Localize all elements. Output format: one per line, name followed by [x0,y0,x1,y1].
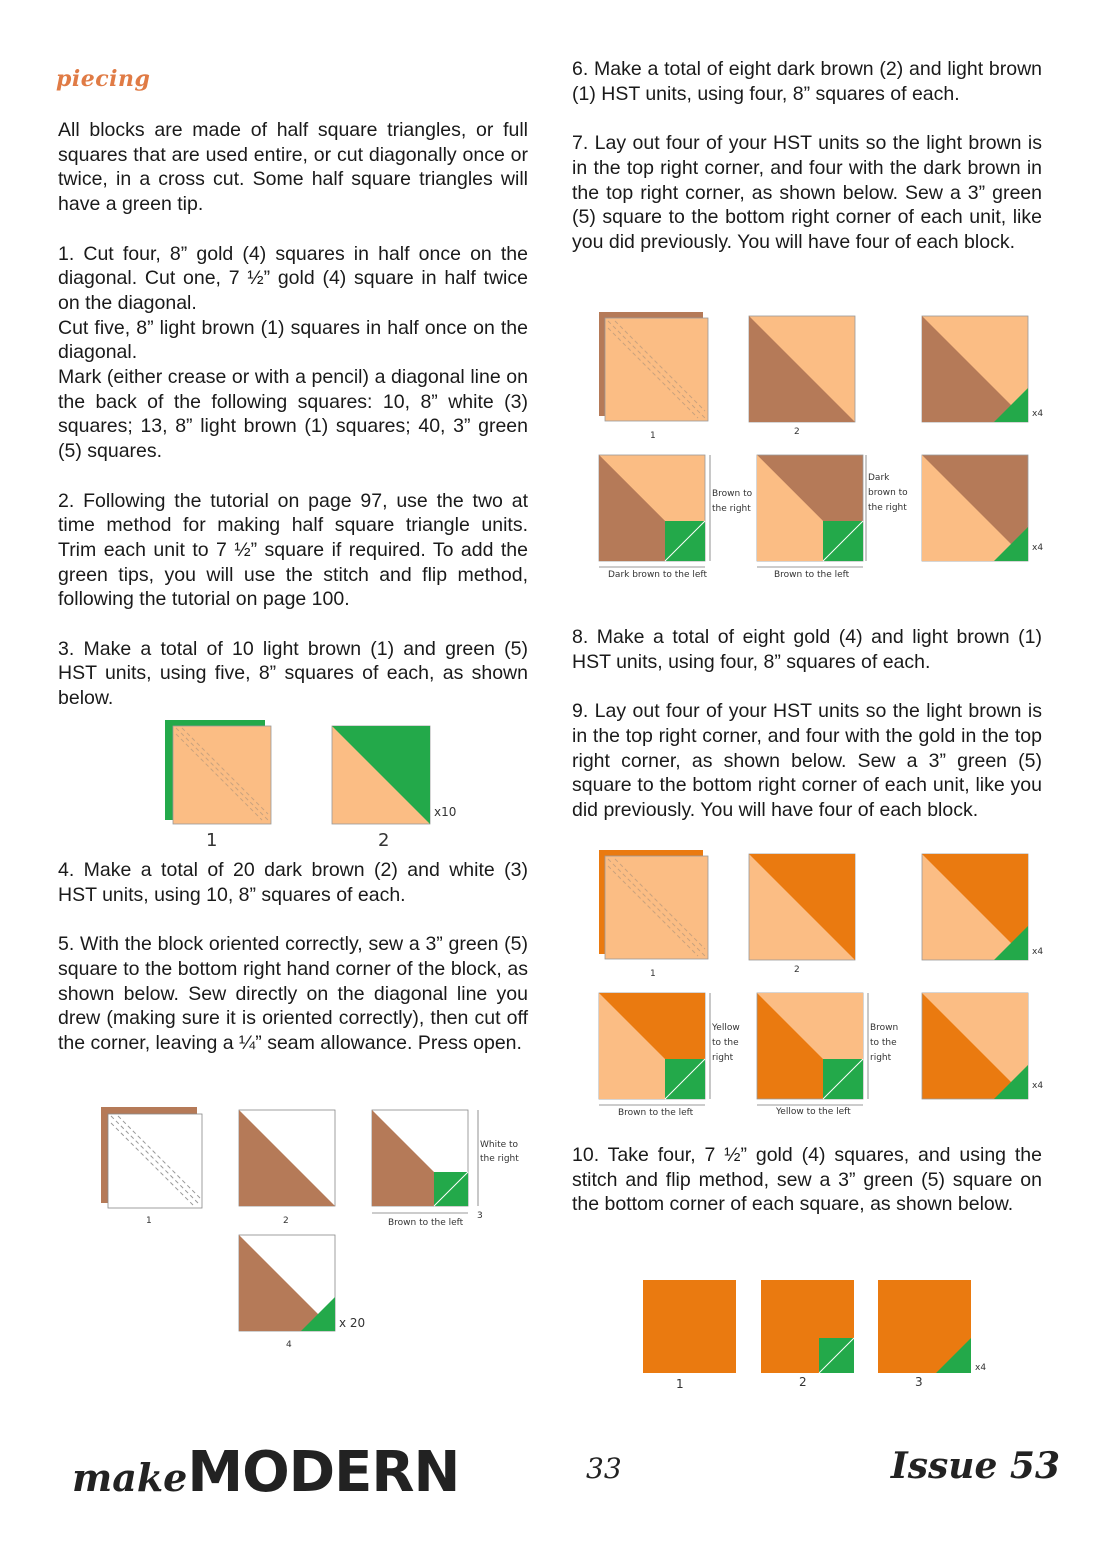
step-7: 7. Lay out four of your HST units so the light brown is in the top right corner, and four with the dark brown in the top right corner, as shown below. Sew a 3” green (5) square to the bottom right corner of each unit, like you did previously. You will have four of each block. [572,132,1042,253]
label-3: 3 [477,1211,483,1221]
note-brown-1: Brown [870,1023,899,1033]
label-1: 1 [146,1216,152,1226]
label-3: 3 [915,1375,923,1389]
left-column [58,118,528,736]
make-modern-logo [72,1440,459,1520]
note-yellow-3: right [712,1053,734,1063]
under-brown-left: Brown to the left [618,1108,694,1118]
step-3: 3. Make a total of 10 light brown (1) and green (5) HST units, using five, 8” squares of each, as shown below. [58,637,528,710]
note-yellow-2: to the [712,1038,739,1048]
step-2: 2. Following the tutorial on page 97, use the two at time method for making half square triangle units. Trim each unit to 7 ½” square if required. To add the green tips, you will use the stitch and flip method, following the tutorial on page 100. [58,489,528,611]
step-5: 5. With the block oriented correctly, sew a 3” green (5) square to the bottom right hand corner of the block, as shown below. Sew directly on the diagonal line you drew (making sure it is oriented correctly), then cut off the corner, leaving a ¼” seam allowance. Press open. [58,933,528,1054]
step-9-diagram [596,848,1056,1123]
label-1: 1 [650,431,656,441]
step-4: 4. Make a total of 20 dark brown (2) and white (3) HST units, using 10, 8” squares of each. [58,859,528,906]
label-2: 2 [794,427,800,437]
step-8: 8. Make a total of eight gold (4) and light brown (1) HST units, using four, 8” squares of each. [572,626,1042,673]
right-column-lower [572,1143,1042,1242]
under-yellow-left: Yellow to the left [776,1107,851,1117]
multiplier-2: x4 [1032,1081,1044,1091]
label-1: 1 [676,1377,684,1391]
label-1: 1 [206,830,218,851]
step-9: 9. Lay out four of your HST units so the light brown is in the top right corner, and four with the gold in the top right corner, as shown below. Sew a 3” green (5) square to the bottom right corner of each unit, like you did previously. You will have four of each block. [572,700,1042,821]
issue-label: Issue 53 [890,1445,1060,1487]
under-brown-left: Brown to the left [774,570,850,580]
step-10-diagram [642,1278,1002,1393]
note-white-right-2: the right [480,1154,519,1164]
page-number: 33 [586,1452,622,1485]
note-dark-brown-3: the right [868,503,907,513]
note-brown-right-2: the right [712,504,751,514]
under-dark-brown-left: Dark brown to the left [608,570,707,580]
step-1a: 1. Cut four, 8” gold (4) squares in half once on the diagonal. Cut one, 7 ½” gold (4) square in half twice on the diagonal. [58,242,528,314]
note-brown-right-1: Brown to [712,489,753,499]
label-4: 4 [286,1340,292,1350]
step-10: 10. Take four, 7 ½” gold (4) squares, and using the stitch and flip method, sew a 3” green (5) square on the bottom corner of each square, as shown below. [572,1144,1042,1216]
label-1: 1 [650,969,656,979]
note-brown-3: right [870,1053,892,1063]
label-2: 2 [378,830,390,851]
step-5-diagram [98,1105,518,1355]
step-6: 6. Make a total of eight dark brown (2) and light brown (1) HST units, using four, 8” squares of each. [572,58,1042,105]
note-brown-2: to the [870,1038,897,1048]
logo-make: make [72,1455,188,1500]
intro-paragraph: All blocks are made of half square triangles, or full squares that are used entire, or cut diagonally once or twice, in a cross cut. Some half square triangles will have a green tip. [58,119,528,216]
multiplier-1: x4 [1032,409,1044,419]
multiplier-1: x4 [1032,947,1044,957]
right-column [572,57,1042,279]
light-brown-square [173,726,271,824]
step-1c: Mark (either crease or with a pencil) a diagonal line on the back of the following squares: 10, 8” white (3) squares; 13, 8” light brown (1) squares; 40, 3” green (5) squares. [58,366,528,463]
multiplier: x10 [434,805,457,819]
multiplier: x 20 [339,1316,366,1330]
under-brown-left: Brown to the left [388,1218,464,1228]
note-white-right-1: White to [480,1140,519,1150]
step-3-diagram [160,718,460,858]
note-yellow-1: Yellow [712,1023,740,1033]
right-column-mid [572,625,1042,847]
step-1b: Cut five, 8” light brown (1) squares in half once on the diagonal. [58,316,528,364]
section-title: piecing [56,66,151,92]
left-column-lower [58,858,528,1080]
note-dark-brown-2: brown to [868,488,908,498]
label-2: 2 [794,965,800,975]
multiplier: x4 [975,1363,987,1373]
label-2: 2 [799,1375,807,1389]
note-dark-brown-1: Dark [868,473,890,483]
multiplier-2: x4 [1032,543,1044,553]
label-2: 2 [283,1216,289,1226]
step-7-diagram [596,310,1056,585]
logo-modern: MODERN [187,1440,460,1505]
